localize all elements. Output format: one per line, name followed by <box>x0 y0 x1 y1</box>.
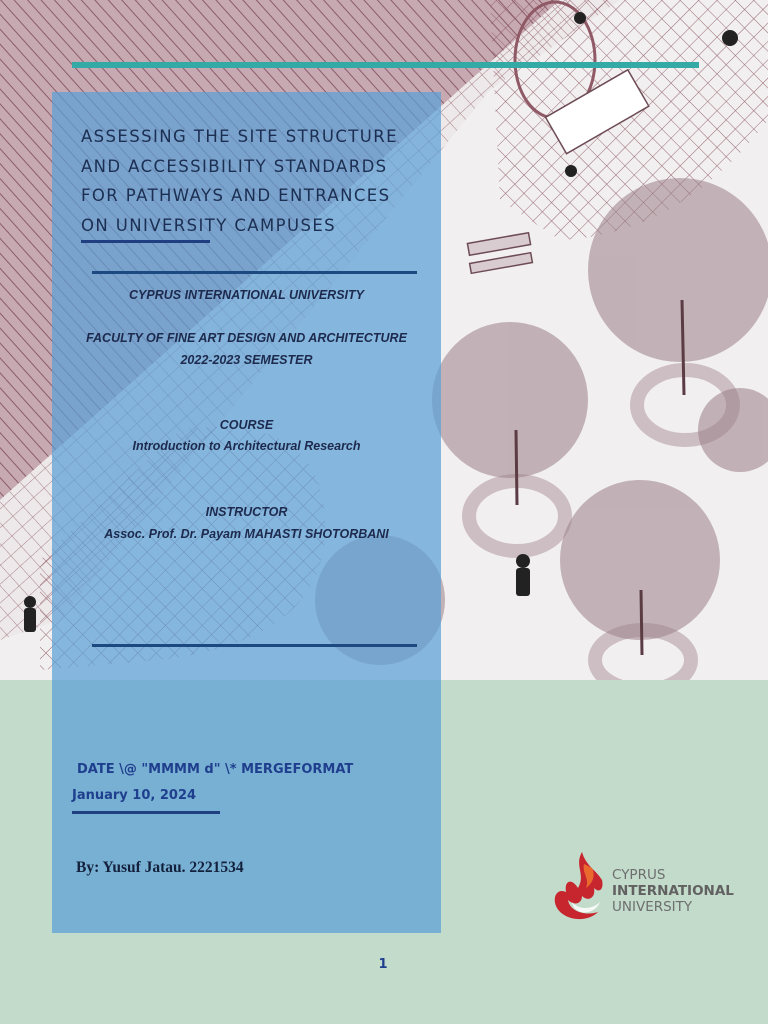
title-line: AND ACCESSIBILITY STANDARDS <box>81 156 388 176</box>
instructor-heading: INSTRUCTOR <box>205 505 288 519</box>
upper-divider <box>92 271 417 274</box>
top-accent-rule <box>72 62 699 68</box>
logo-line: UNIVERSITY <box>612 899 693 915</box>
logo-wordmark <box>612 867 734 915</box>
date-underline <box>72 811 220 814</box>
university-name: CYPRUS INTERNATIONAL UNIVERSITY <box>129 288 364 302</box>
logo-line: INTERNATIONAL <box>612 883 734 899</box>
document-date: January 10, 2024 <box>72 788 197 803</box>
title-underline <box>81 240 210 243</box>
author-line: By: Yusuf Jatau. 2221534 <box>76 859 244 876</box>
document-title <box>81 122 431 240</box>
title-line: ON UNIVERSITY CAMPUSES <box>81 215 337 235</box>
faculty-name: FACULTY OF FINE ART DESIGN AND ARCHITECTURE <box>86 331 407 345</box>
instructor-name: Assoc. Prof. Dr. Payam MAHASTI SHOTORBANI <box>104 527 389 541</box>
lower-divider <box>92 644 417 647</box>
semester: 2022-2023 SEMESTER <box>180 353 313 367</box>
title-line: ASSESSING THE SITE STRUCTURE <box>81 127 398 146</box>
page-number: 1 <box>378 957 388 972</box>
course-heading: COURSE <box>219 418 274 432</box>
course-name: Introduction to Architectural Research <box>132 439 361 453</box>
title-line: FOR PATHWAYS AND ENTRANCES <box>81 186 391 205</box>
logo-line: CYPRUS <box>612 867 666 883</box>
date-field-code: DATE \@ "MMMM d" \* MERGEFORMAT <box>77 762 354 777</box>
flame-logo-icon <box>552 850 606 924</box>
university-logo <box>552 850 742 926</box>
